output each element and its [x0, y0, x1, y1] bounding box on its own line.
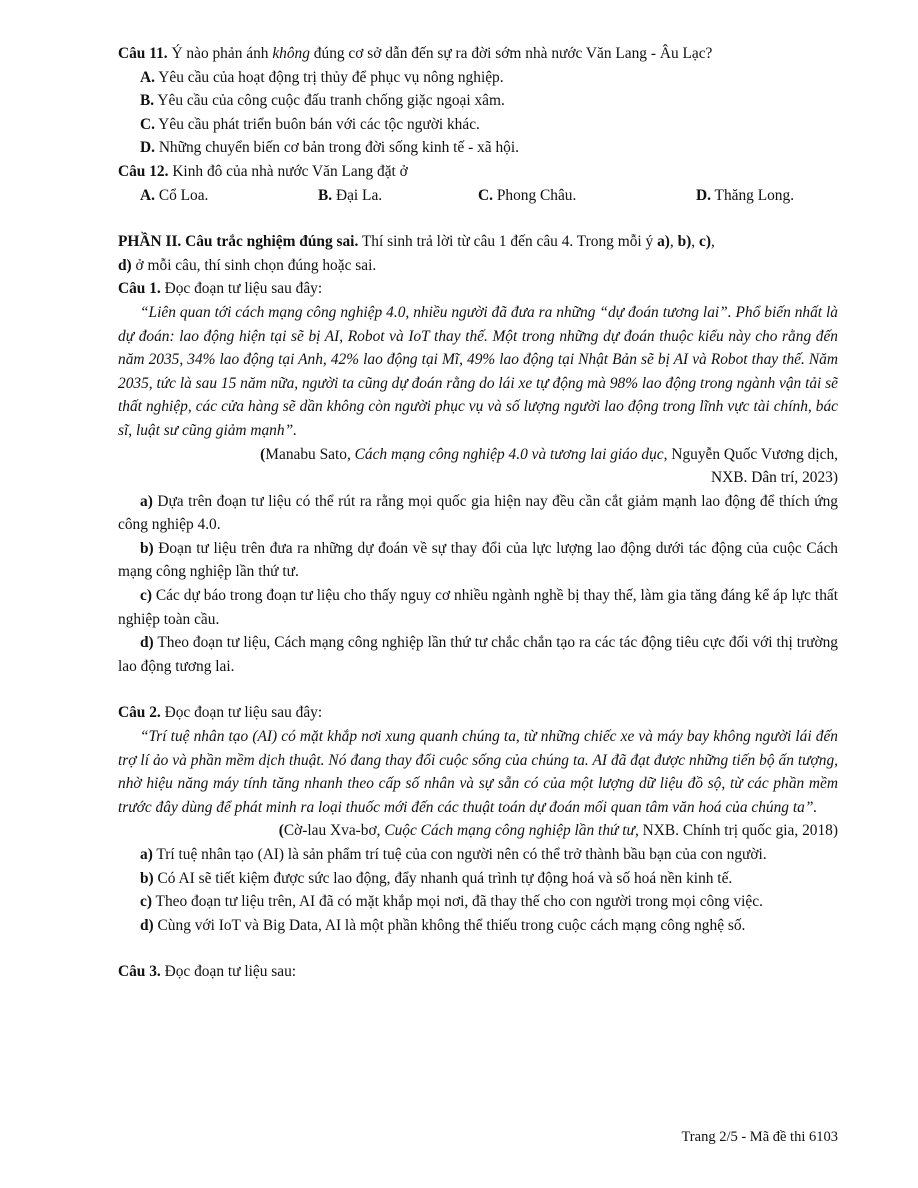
statement-1-item-d: d) Theo đoạn tư liệu, Cách mạng công nghiệp lần thứ tư chắc chắn tạo ra các tác động tiêu cực đối với thị trường lao động tương lai. [118, 634, 838, 675]
statement-2-quote: “Trí tuệ nhân tạo (AI) có mặt khắp nơi xung quanh chúng ta, từ những chiếc xe và máy bay không người lái đến trợ lí ảo và phần mềm dịch thuật. Nó đang thay đổi cuộc sống của chúng ta. AI đã đạt được những tiến bộ ấn tượng, nhờ hiệu năng máy tính tăng nhanh theo cấp số nhân và sự sẵn có của một lượng dữ liệu đồ sộ, từ các phần mềm trước đây dùng để phát minh ra loại thuốc mới đến các thuật toán dự đoán mối quan tâm văn hoá của chúng ta”. [118, 728, 838, 816]
q11-option-d: D. Những chuyển biến cơ bản trong đời sống kinh tế - xã hội. [140, 139, 519, 157]
q12-options [118, 184, 838, 208]
page-content [118, 42, 838, 984]
q12-option-d: D. Thăng Long. [696, 186, 795, 204]
page-footer: Trang 2/5 - Mã đề thi 6103 [681, 1129, 838, 1145]
q11-option-b: B. Yêu cầu của công cuộc đấu tranh chống giặc ngoại xâm. [140, 92, 505, 110]
q11-option-c: C. Yêu cầu phát triển buôn bán với các tộc người khác. [140, 115, 480, 133]
statement-3-intro: Câu 3. Đọc đoạn tư liệu sau: [118, 963, 297, 981]
statement-1-source: (Manabu Sato, Cách mạng công nghiệp 4.0 và tương lai giáo dục, Nguyễn Quốc Vương dịch, NXB. Dân trí, 2023) [260, 445, 838, 487]
statement-2-item-a: a) Trí tuệ nhân tạo (AI) là sản phẩm trí tuệ của con người nên có thể trở thành bầu bạn của con người. [140, 846, 767, 863]
statement-1-quote: “Liên quan tới cách mạng công nghiệp 4.0, nhiều người đã đưa ra những “dự đoán tương lai”. Phổ biến nhất là dự đoán: lao động hiện tại sẽ bị AI, Robot và IoT thay thế. Một trong những dự đoán thuộc kiểu này cho rằng đến năm 2035, 34% lao động tại Anh, 42% lao động tại Mĩ, 49% lao động tại Nhật Bản sẽ bị AI và Robot thay thế. Năm 2035, tức là sau 15 năm nữa, người ta cũng dự đoán rằng do lái xe tự động mà 98% lao động trong ngành vận tải sẽ thất nghiệp, các cửa hàng sẽ dần không còn người phục vụ và số lượng người lao động trong lĩnh vực tài chính, bác sĩ, luật sư cũng giảm mạnh”. [118, 303, 838, 439]
question-12: Câu 12. Kinh đô của nhà nước Văn Lang đặt ở [118, 162, 408, 180]
statement-1-item-a: a) Dựa trên đoạn tư liệu có thể rút ra rằng mọi quốc gia hiện nay đều cần cắt giảm mạnh lao động để thích ứng công nghiệp 4.0. [118, 492, 838, 534]
q12-option-b: B. Đại La. [318, 186, 383, 204]
statement-1-intro: Câu 1. Đọc đoạn tư liệu sau đây: [118, 280, 323, 298]
statement-2-source: (Cờ-lau Xva-bơ, Cuộc Cách mạng công nghiệp lần thứ tư, NXB. Chính trị quốc gia, 2018) [278, 822, 838, 840]
statement-2-item-b: b) Có AI sẽ tiết kiệm được sức lao động, đẩy nhanh quá trình tự động hoá và số hoá nền kinh tế. [140, 869, 733, 887]
q12-option-a: A. Cổ Loa. [140, 186, 209, 204]
statement-1-item-b: b) Đoạn tư liệu trên đưa ra những dự đoán về sự thay đổi của lực lượng lao động dưới tác động của cuộc Cách mạng công nghiệp lần thứ tư. [118, 539, 838, 581]
statement-2-intro: Câu 2. Đọc đoạn tư liệu sau đây: [118, 704, 323, 722]
statement-2-item-d: d) Cùng với IoT và Big Data, AI là một phần không thể thiếu trong cuộc cách mạng công nghệ số. [140, 916, 746, 934]
part-2-instructions: PHẦN II. Câu trắc nghiệm đúng sai. Thí sinh trả lời từ câu 1 đến câu 4. Trong mỗi ý a), b), c), d) ở mỗi câu, thí sinh chọn đúng hoặc sai. [118, 233, 715, 274]
statement-2-item-c: c) Theo đoạn tư liệu trên, AI đã có mặt khắp mọi nơi, đã thay thế cho con người trong mọi công việc. [140, 893, 763, 911]
q12-option-c: C. Phong Châu. [478, 186, 577, 204]
statement-1-item-c: c) Các dự báo trong đoạn tư liệu cho thấy nguy cơ nhiều ngành nghề bị thay thế, làm gia tăng đáng kể áp lực thất nghiệp toàn cầu. [118, 587, 838, 628]
q11-option-a: A. Yêu cầu của hoạt động trị thủy để phục vụ nông nghiệp. [140, 68, 504, 86]
question-11: Câu 11. Ý nào phản ánh không đúng cơ sở dẫn đến sự ra đời sớm nhà nước Văn Lang - Âu Lạc? [118, 45, 713, 62]
